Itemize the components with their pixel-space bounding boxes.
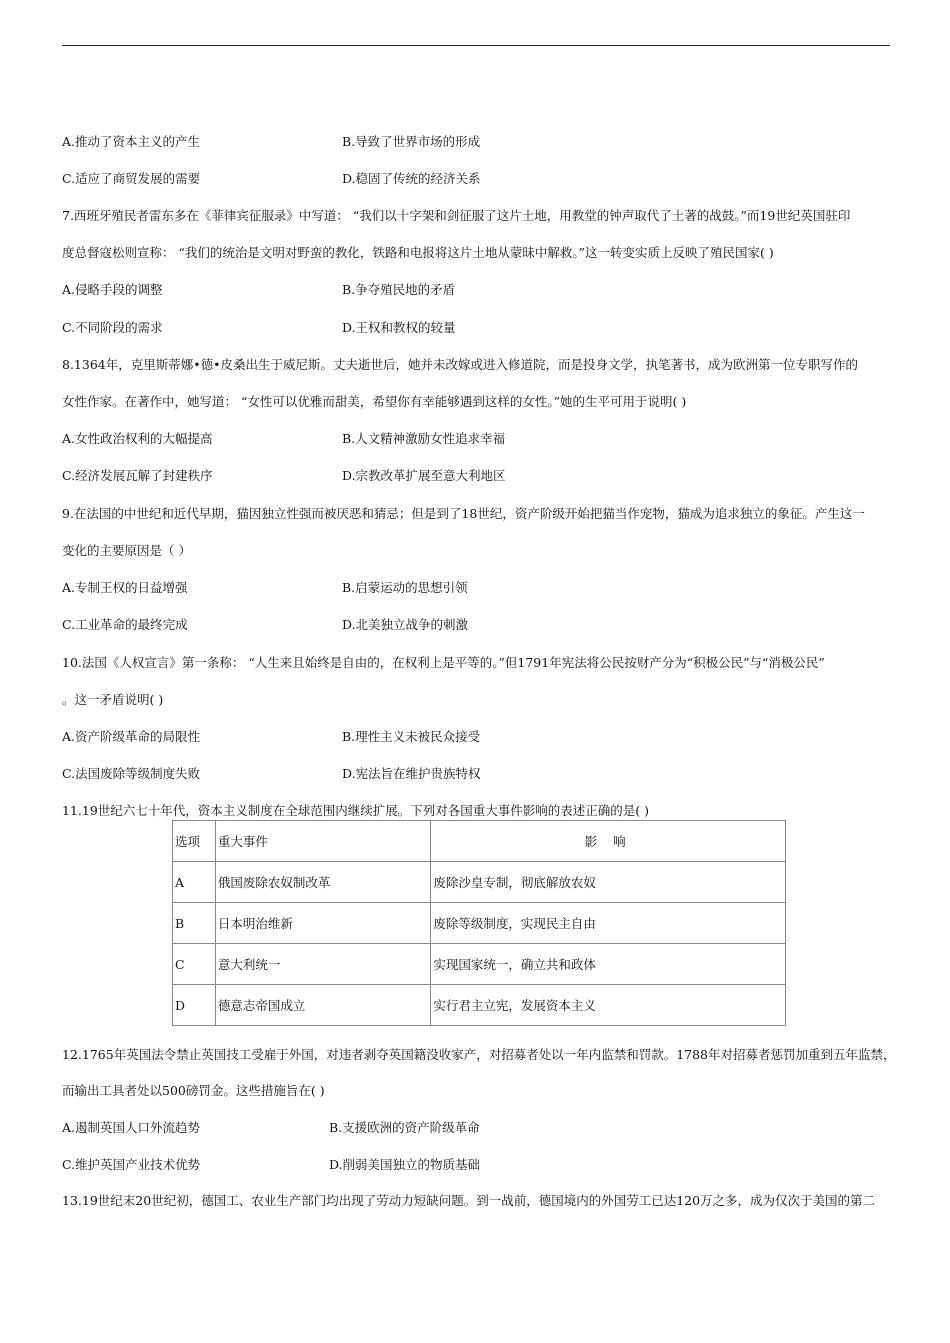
table-header-cell: 选项 — [173, 821, 216, 862]
table-cell: 实现国家统一，确立共和政体 — [431, 944, 786, 985]
table-row — [173, 985, 786, 1026]
q10-stem-line2: 。这一矛盾说明( ) — [62, 692, 164, 707]
table-cell: 俄国废除农奴制改革 — [215, 862, 431, 903]
q12-option-b: B.支援欧洲的资产阶级革命 — [329, 1120, 480, 1135]
header-rule — [62, 45, 890, 46]
q7-option-d: D.王权和教权的较量 — [342, 320, 456, 335]
q7-option-b: B.争夺殖民地的矛盾 — [342, 282, 456, 297]
q12-option-a: A.遏制英国人口外流趋势 — [62, 1120, 201, 1135]
q7-stem-line1: 7.西班牙殖民者雷东多在《菲律宾征服录》中写道： “我们以十字架和剑征服了这片土地，用教堂的钟声取代了土著的战鼓。”而19世纪英国驻印 — [62, 208, 851, 223]
table-header-cell: 重大事件 — [215, 821, 431, 862]
q10-option-b: B.理性主义未被民众接受 — [342, 729, 481, 744]
q6-option-c: C.适应了商贸发展的需要 — [62, 171, 201, 186]
q9-option-b: B.启蒙运动的思想引领 — [342, 580, 468, 595]
q6-option-b: B.导致了世界市场的形成 — [342, 134, 481, 149]
q12-stem-line2: 而输出工具者处以500磅罚金。这些措施旨在( ) — [62, 1083, 325, 1098]
table-cell: A — [173, 862, 216, 903]
q10-option-d: D.宪法旨在维护贵族特权 — [342, 766, 481, 781]
q8-option-a: A.女性政治权利的大幅提高 — [62, 431, 213, 446]
table-header-cell: 影 响 — [431, 821, 786, 862]
q6-option-d: D.稳固了传统的经济关系 — [342, 171, 481, 186]
q9-stem-line2: 变化的主要原因是（ ） — [62, 543, 191, 558]
q8-stem-line1: 8.1364年，克里斯蒂娜•德•皮桑出生于威尼斯。丈夫逝世后，她并未改嫁或进入修道院，而是投身文学，执笔著书，成为欧洲第一位专职写作的 — [62, 357, 858, 372]
q7-stem-line2: 度总督寇松则宣称： “我们的统治是文明对野蛮的教化，铁路和电报将这片土地从蒙昧中解救。”这一转变实质上反映了殖民国家( ) — [62, 245, 774, 260]
q7-option-c: C.不同阶段的需求 — [62, 320, 163, 335]
table-cell: B — [173, 903, 216, 944]
q9-stem-line1: 9.在法国的中世纪和近代早期，猫因独立性强而被厌恶和猜忌；但是到了18世纪，资产阶级开始把猫当作宠物，猫成为追求独立的象征。产生这一 — [62, 506, 865, 521]
table-cell: 废除等级制度，实现民主自由 — [431, 903, 786, 944]
q7-option-a: A.侵略手段的调整 — [62, 282, 163, 297]
table-row — [173, 903, 786, 944]
q8-option-b: B.人文精神激励女性追求幸福 — [342, 431, 506, 446]
table-cell: 实行君主立宪，发展资本主义 — [431, 985, 786, 1026]
table-cell: 德意志帝国成立 — [215, 985, 431, 1026]
q12-option-d: D.削弱美国独立的物质基础 — [329, 1157, 481, 1172]
q8-stem-line2: 女性作家。在著作中，她写道： “女性可以优雅而甜美，希望你有幸能够遇到这样的女性。”她的生平可用于说明( ) — [62, 394, 687, 409]
table-cell: 意大利统一 — [215, 944, 431, 985]
table-row — [173, 944, 786, 985]
q8-option-c: C.经济发展瓦解了封建秩序 — [62, 468, 213, 483]
q10-stem-line1: 10.法国《人权宣言》第一条称： “人生来且始终是自由的，在权利上是平等的。”但1791年宪法将公民按财产分为“积极公民”与“消极公民” — [62, 655, 825, 670]
q11-table — [172, 820, 786, 1026]
table-header-row — [173, 821, 786, 862]
q9-option-c: C.工业革命的最终完成 — [62, 617, 188, 632]
table-cell: C — [173, 944, 216, 985]
q13-stem-line1: 13.19世纪末20世纪初，德国工、农业生产部门均出现了劳动力短缺问题。到一战前，德国境内的外国劳工已达120万之多，成为仅次于美国的第二 — [62, 1193, 876, 1208]
q9-option-d: D.北美独立战争的刺激 — [342, 617, 469, 632]
q9-option-a: A.专制王权的日益增强 — [62, 580, 188, 595]
table-cell: 废除沙皇专制，彻底解放农奴 — [431, 862, 786, 903]
table-cell: 日本明治维新 — [215, 903, 431, 944]
q11-stem: 11.19世纪六七十年代，资本主义制度在全球范围内继续扩展。下列对各国重大事件影响的表述正确的是( ) — [62, 803, 650, 818]
q8-option-d: D.宗教改革扩展至意大利地区 — [342, 468, 506, 483]
q12-stem-line1: 12.1765年英国法令禁止英国技工受雇于外国，对违者剥夺英国籍没收家产，对招募者处以一年内监禁和罚款。1788年对招募者惩罚加重到五年监禁， — [62, 1047, 896, 1062]
q10-option-a: A.资产阶级革命的局限性 — [62, 729, 201, 744]
q6-option-a: A.推动了资本主义的产生 — [62, 134, 201, 149]
table-row — [173, 862, 786, 903]
q10-option-c: C.法国废除等级制度失败 — [62, 766, 201, 781]
table-cell: D — [173, 985, 216, 1026]
q12-option-c: C.维护英国产业技术优势 — [62, 1157, 201, 1172]
